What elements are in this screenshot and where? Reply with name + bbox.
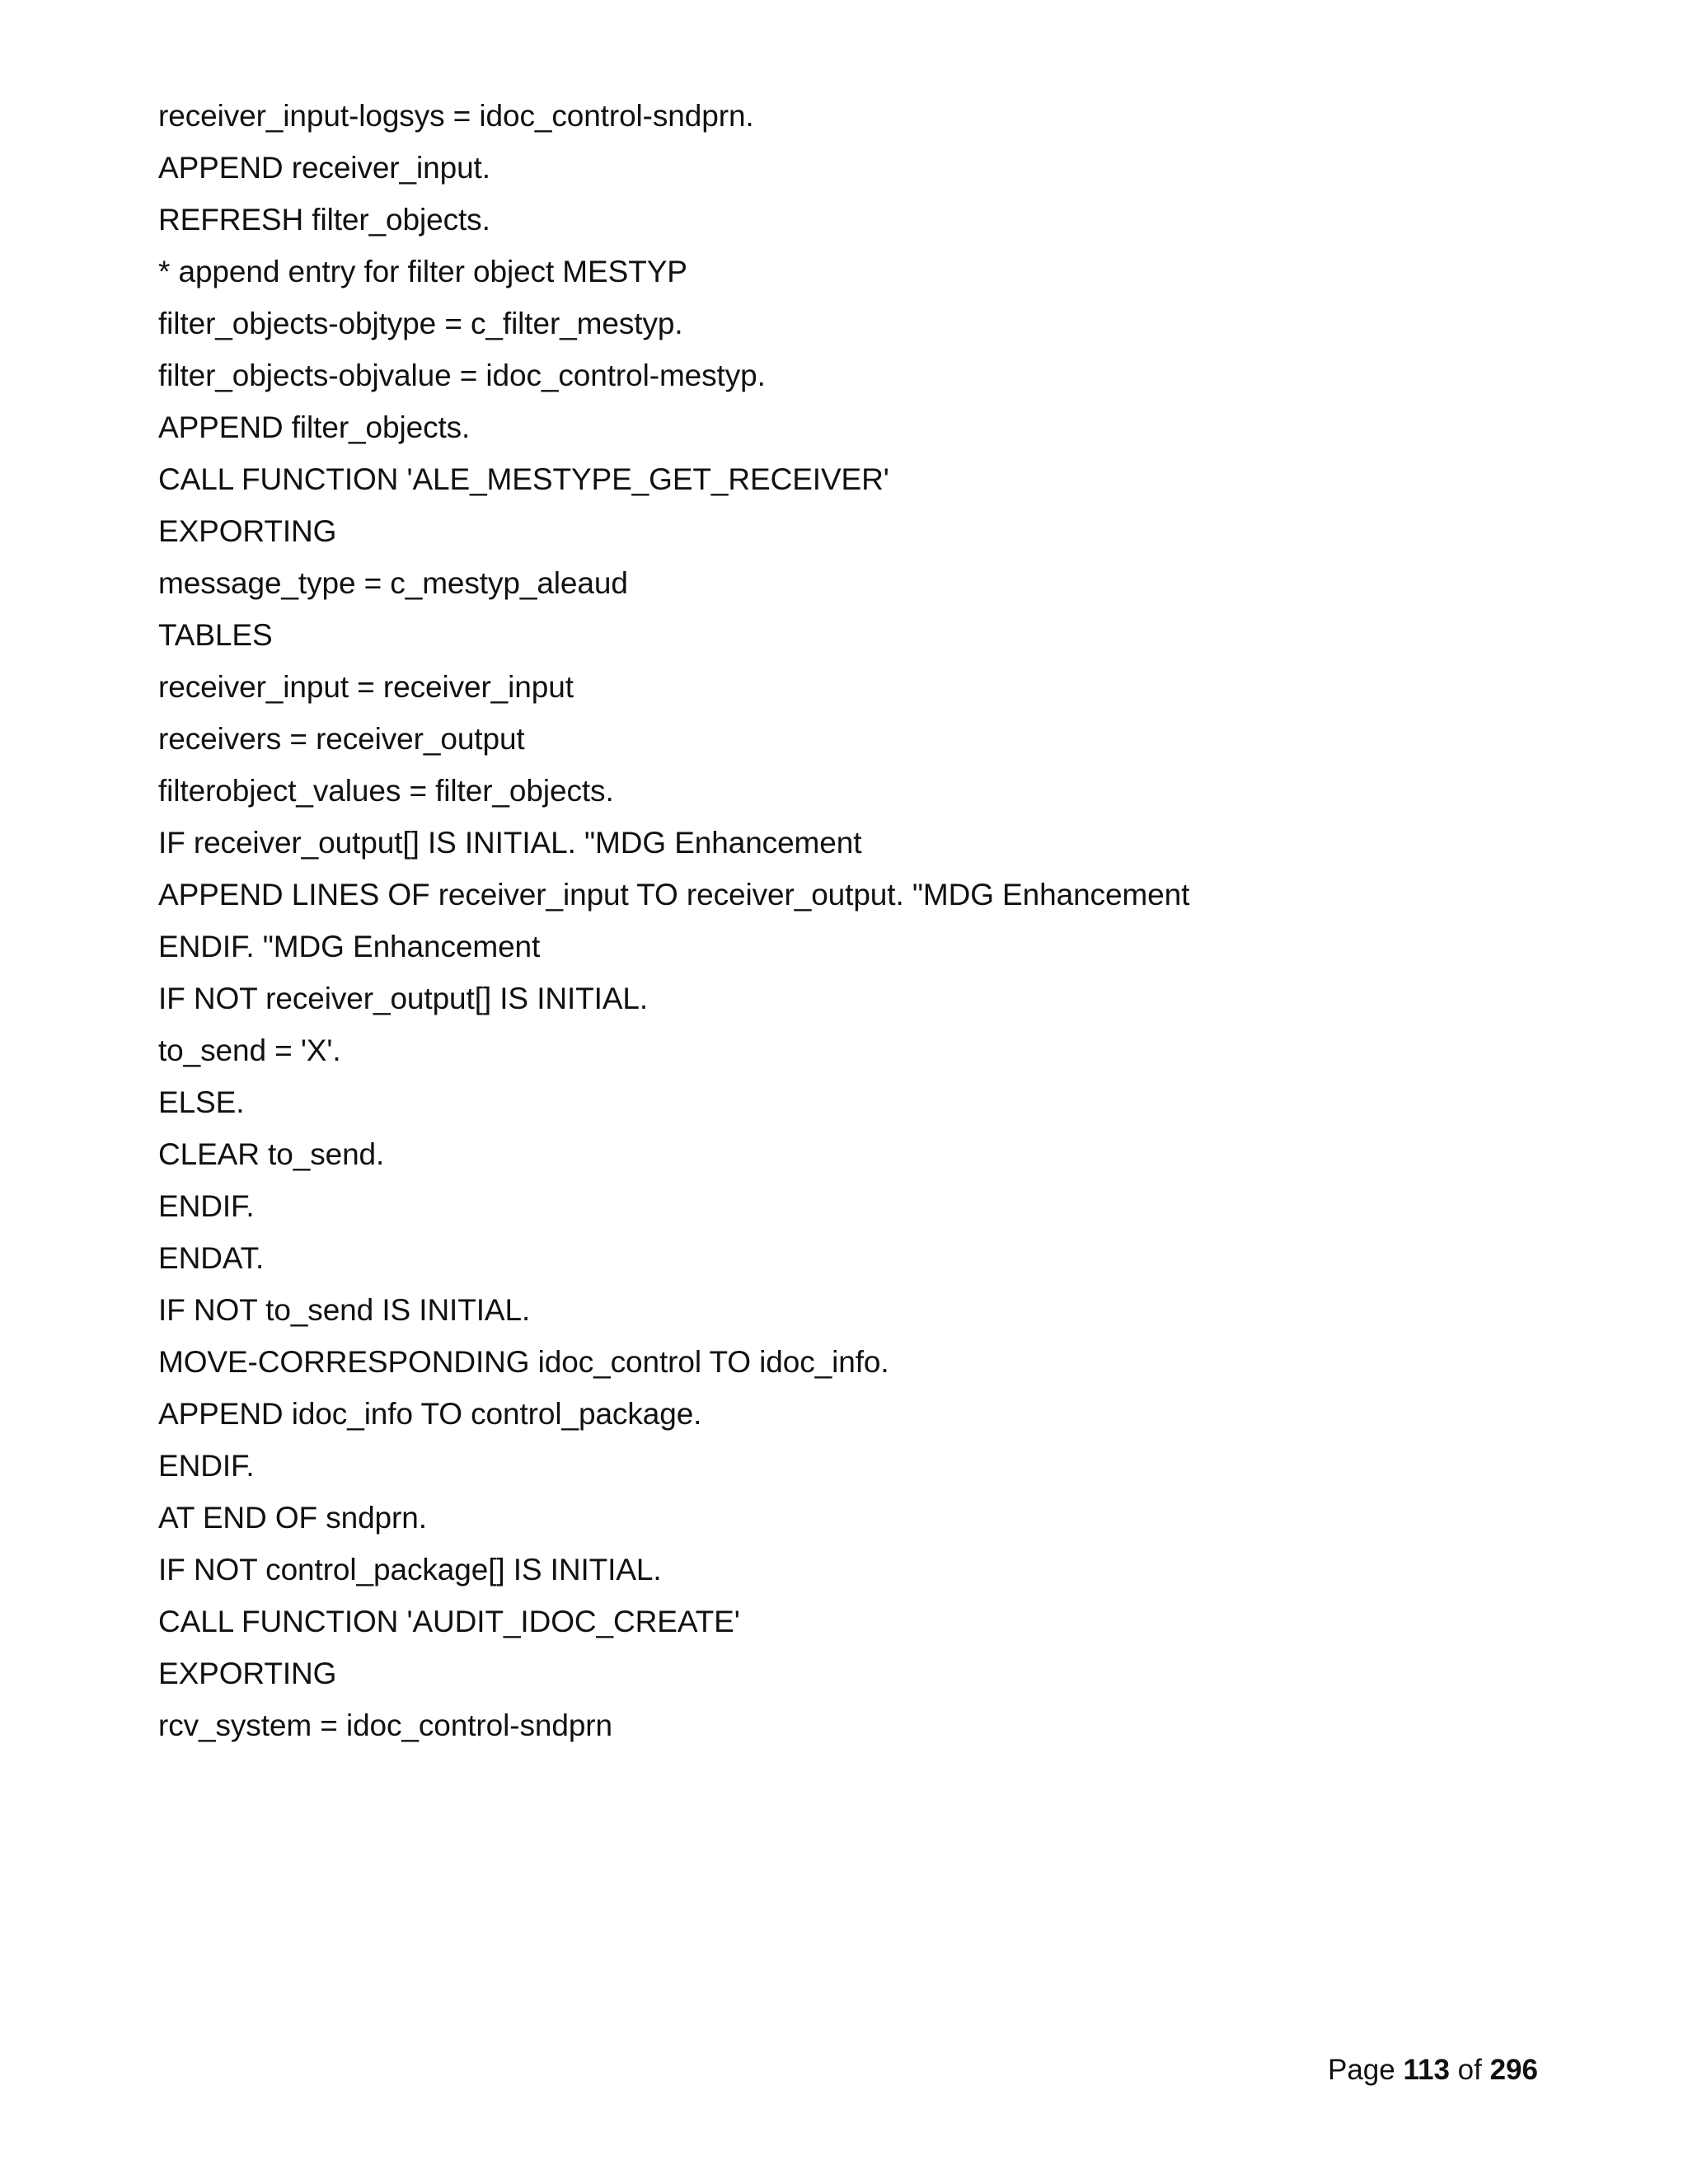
code-line: receivers = receiver_output xyxy=(158,722,525,756)
code-line: APPEND idoc_info TO control_package. xyxy=(158,1397,702,1431)
code-line: ENDAT. xyxy=(158,1241,265,1275)
code-line: receiver_input-logsys = idoc_control-sndprn. xyxy=(158,99,754,133)
code-line: filterobject_values = filter_objects. xyxy=(158,774,614,808)
code-line: IF NOT to_send IS INITIAL. xyxy=(158,1293,531,1327)
code-line: IF NOT control_package[] IS INITIAL. xyxy=(158,1553,662,1586)
code-line: filter_objects-objvalue = idoc_control-mestyp. xyxy=(158,359,766,392)
code-line: TABLES xyxy=(158,618,273,652)
page-label: Page xyxy=(1327,2054,1395,2086)
code-line: APPEND filter_objects. xyxy=(158,410,471,444)
code-line: APPEND LINES OF receiver_input TO receiver_output. "MDG Enhancement xyxy=(158,878,1190,912)
code-line: * append entry for filter object MESTYP xyxy=(158,255,687,288)
total-pages-number: 296 xyxy=(1489,2054,1538,2086)
code-line: EXPORTING xyxy=(158,1657,337,1690)
code-line: ELSE. xyxy=(158,1085,245,1119)
code-line: receiver_input = receiver_input xyxy=(158,670,574,704)
code-line: APPEND receiver_input. xyxy=(158,151,490,185)
code-line: to_send = 'X'. xyxy=(158,1033,341,1067)
code-line: message_type = c_mestyp_aleaud xyxy=(158,566,628,600)
code-listing xyxy=(158,93,1559,1755)
code-line: CLEAR to_send. xyxy=(158,1137,385,1171)
code-line: CALL FUNCTION 'AUDIT_IDOC_CREATE' xyxy=(158,1605,740,1638)
code-line: REFRESH filter_objects. xyxy=(158,203,490,237)
code-line: ENDIF. xyxy=(158,1449,255,1483)
code-line: ENDIF. "MDG Enhancement xyxy=(158,930,541,963)
code-line: CALL FUNCTION 'ALE_MESTYPE_GET_RECEIVER' xyxy=(158,462,889,496)
code-line: rcv_system = idoc_control-sndprn xyxy=(158,1708,613,1742)
code-line: IF receiver_output[] IS INITIAL. "MDG Enhancement xyxy=(158,826,862,860)
code-line: filter_objects-objtype = c_filter_mestyp. xyxy=(158,307,683,340)
code-line: MOVE-CORRESPONDING idoc_control TO idoc_info. xyxy=(158,1345,889,1379)
code-line: AT END OF sndprn. xyxy=(158,1501,427,1535)
of-label: of xyxy=(1457,2054,1482,2086)
code-line: IF NOT receiver_output[] IS INITIAL. xyxy=(158,982,649,1015)
code-line: EXPORTING xyxy=(158,514,337,548)
code-line: ENDIF. xyxy=(158,1189,255,1223)
current-page-number: 113 xyxy=(1403,2054,1450,2086)
page-number-footer xyxy=(1328,2052,1538,2088)
